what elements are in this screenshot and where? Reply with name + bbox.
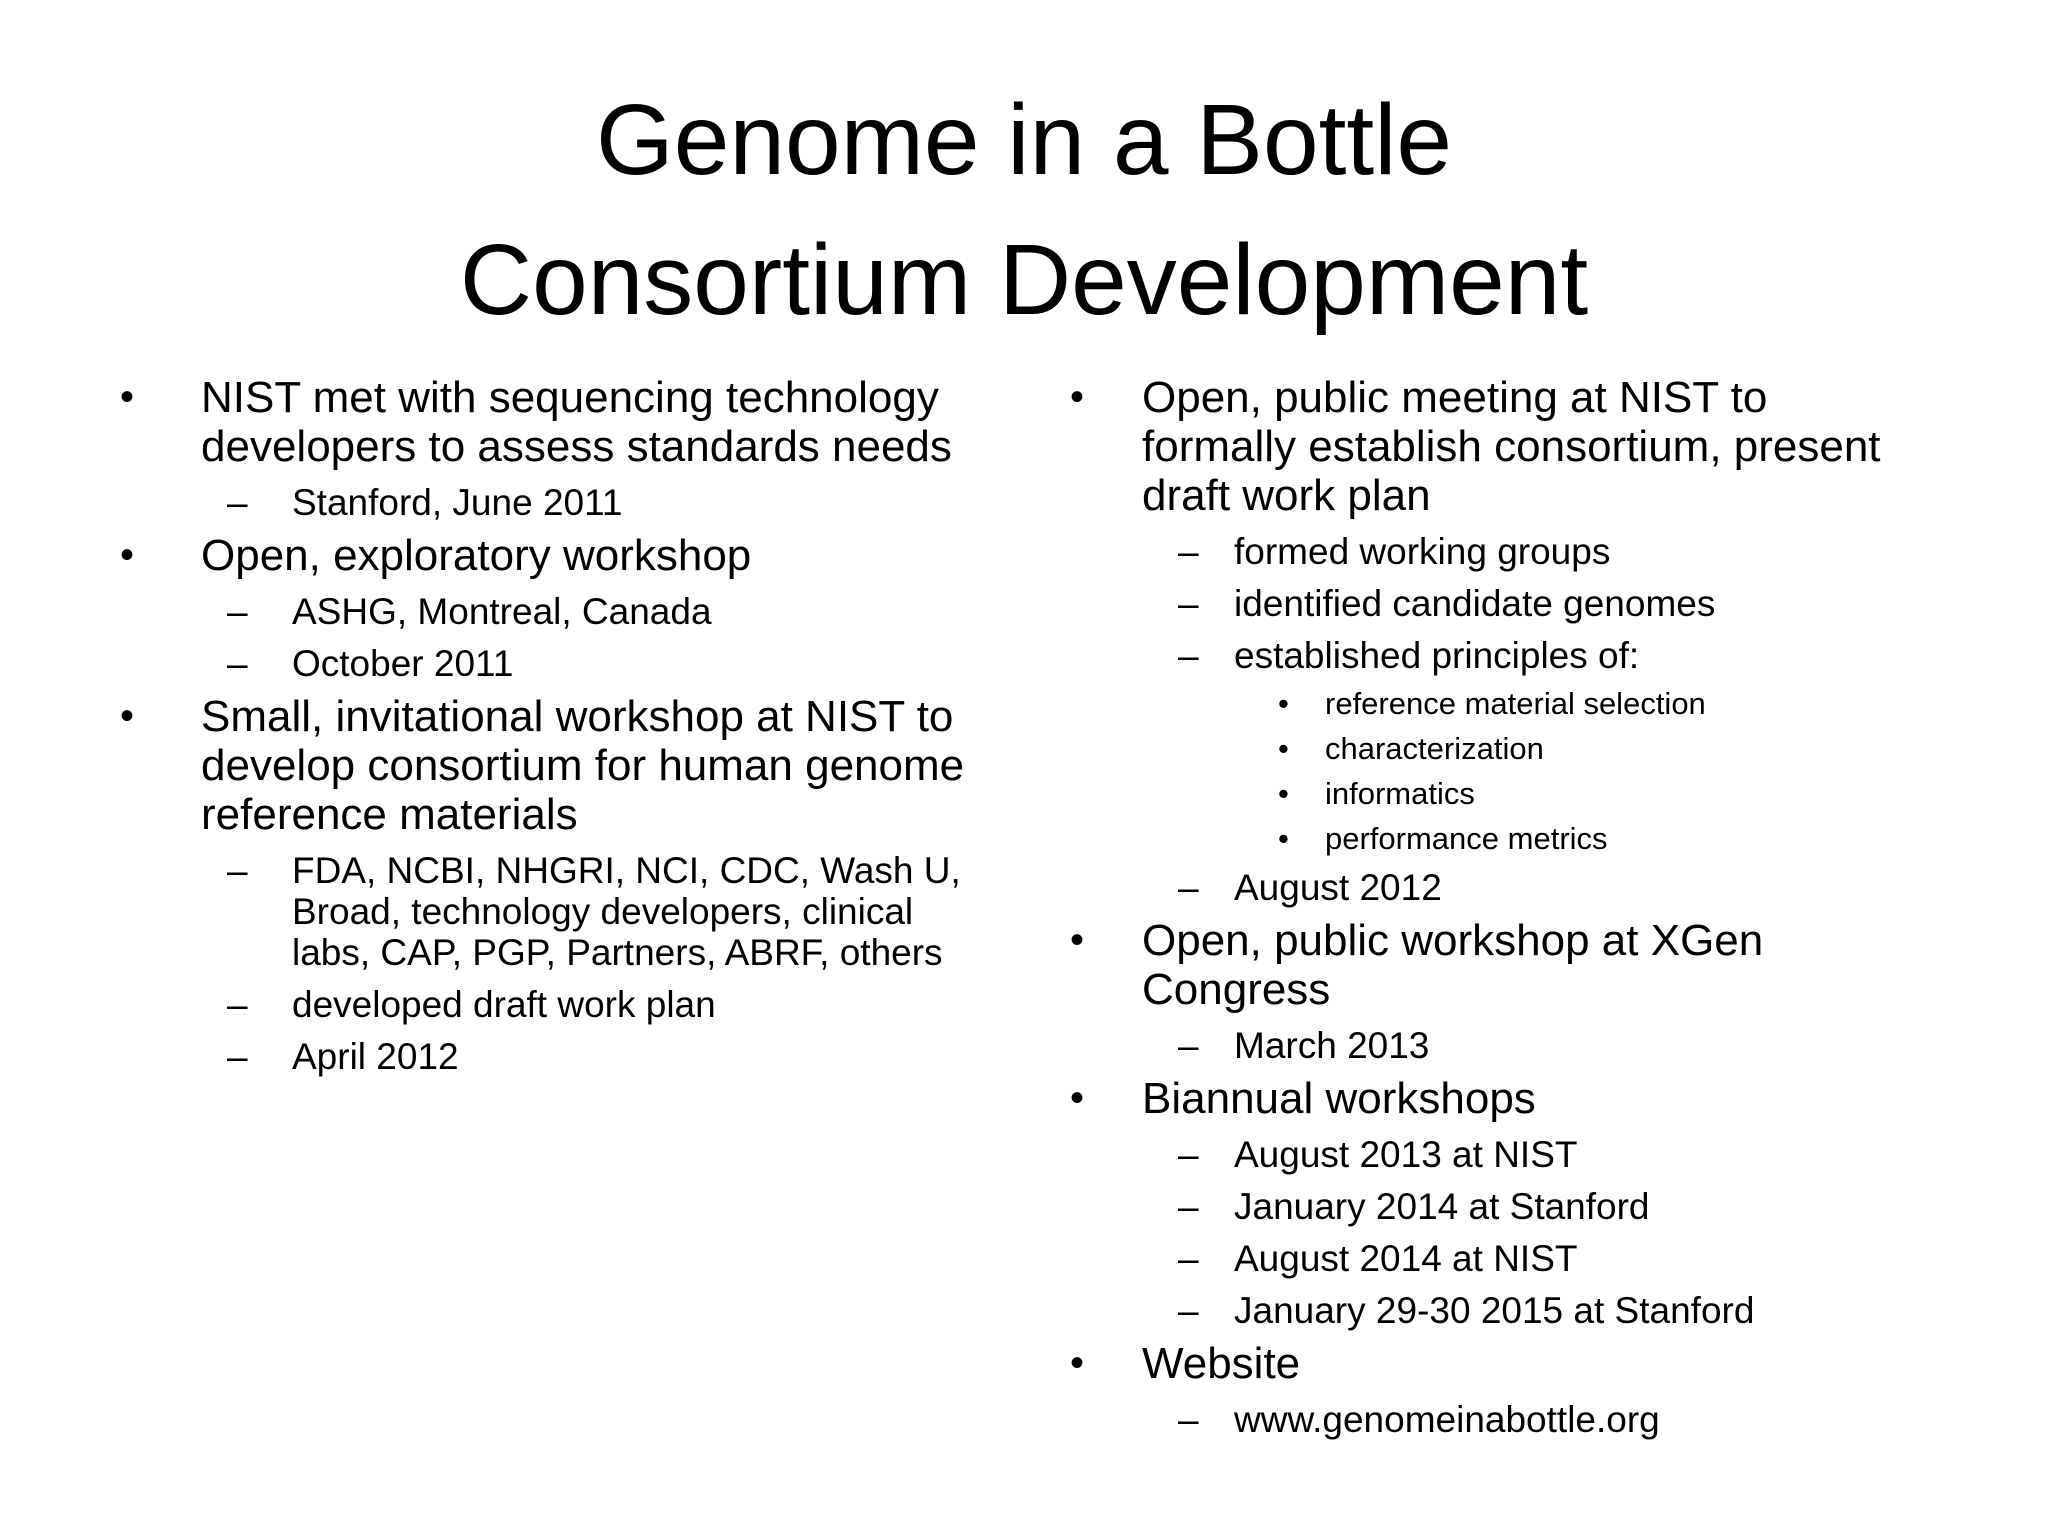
sub-item	[0, 591, 1060, 632]
sub-item-text: January 2014 at Stanford	[1234, 1186, 1650, 1227]
sub-item-text: established principles of:	[1234, 635, 1640, 676]
sub-item	[0, 482, 1060, 523]
sub-sub-item-text: informatics	[1325, 776, 1475, 811]
bullet-text: Small, invitational workshop at NIST to develop consortium for human genome reference materials	[201, 692, 965, 839]
bullet-item	[0, 531, 1060, 580]
bullet-icon: •	[1070, 1076, 1085, 1120]
sub-item-text: developed draft work plan	[292, 984, 716, 1025]
dash-icon: –	[1178, 583, 1199, 624]
bullet-text: Open, exploratory workshop	[201, 531, 752, 580]
dash-icon: –	[1178, 635, 1199, 676]
sub-item	[948, 1186, 2048, 1227]
bullet-icon: •	[1070, 375, 1085, 419]
sub-item	[948, 1399, 2048, 1440]
dash-icon: –	[1178, 1290, 1199, 1331]
sub-item	[948, 583, 2048, 624]
bullet-item	[948, 916, 1872, 1014]
dash-icon: –	[1178, 867, 1199, 908]
dash-icon: –	[1178, 1238, 1199, 1279]
bullet-icon: •	[120, 375, 135, 419]
bullet-item	[948, 1074, 2048, 1123]
dash-icon: –	[1178, 1399, 1199, 1440]
dash-icon: –	[227, 850, 248, 891]
bullet-text: Open, public meeting at NIST to formally establish consortium, present draft work plan	[1142, 373, 1881, 520]
right-column	[948, 365, 2048, 1440]
sub-sub-item-text: reference material selection	[1325, 686, 1706, 721]
bullet-icon: •	[1070, 918, 1085, 962]
bullet-item	[0, 373, 1001, 471]
sub-item-text: identified candidate genomes	[1234, 583, 1716, 624]
sub-item-text: ASHG, Montreal, Canada	[292, 591, 712, 632]
sub-sub-item-text: performance metrics	[1325, 821, 1608, 856]
bullet-icon: •	[120, 533, 135, 577]
sub-item	[948, 1134, 2048, 1175]
sub-item-text: August 2014 at NIST	[1234, 1238, 1578, 1279]
dash-icon: –	[227, 482, 248, 523]
dash-icon: –	[1178, 1186, 1199, 1227]
sub-item	[0, 984, 1060, 1025]
dash-icon: –	[227, 643, 248, 684]
slide-title	[0, 70, 2048, 350]
sub-sub-item	[948, 776, 2048, 811]
bullet-item	[948, 1339, 2048, 1388]
left-column	[0, 365, 1060, 1077]
bullet-icon: •	[1070, 1341, 1085, 1385]
sub-item	[0, 1036, 1060, 1077]
title-line-1: Genome in a Bottle	[595, 84, 1453, 196]
dash-icon: –	[1178, 1134, 1199, 1175]
dash-icon: –	[227, 1036, 248, 1077]
sub-item	[948, 1238, 2048, 1279]
sub-item	[948, 531, 2048, 572]
sub-sub-item-text: characterization	[1325, 731, 1544, 766]
dash-icon: –	[227, 984, 248, 1025]
sub-sub-item	[948, 821, 2048, 856]
sub-item	[948, 1025, 2048, 1066]
sub-item-text: August 2012	[1234, 867, 1442, 908]
sub-item	[0, 850, 972, 973]
bullet-icon: •	[1278, 686, 1289, 721]
sub-item-text: October 2011	[292, 643, 514, 684]
title-line-2: Consortium Development	[459, 224, 1589, 336]
sub-item-text: FDA, NCBI, NHGRI, NCI, CDC, Wash U, Broad, technology developers, clinical labs, CAP, PGP, Partners, ABRF, others	[292, 850, 961, 973]
bullet-item	[0, 692, 981, 839]
sub-item-text: formed working groups	[1234, 531, 1611, 572]
sub-sub-item	[948, 731, 2048, 766]
sub-item	[0, 643, 1060, 684]
bullet-text: Website	[1142, 1339, 1301, 1388]
sub-item-text: January 29-30 2015 at Stanford	[1234, 1290, 1755, 1331]
bullet-icon: •	[120, 694, 135, 738]
sub-item-text: August 2013 at NIST	[1234, 1134, 1578, 1175]
dash-icon: –	[227, 591, 248, 632]
bullet-text: Open, public workshop at XGen Congress	[1142, 916, 1764, 1014]
bullet-text: Biannual workshops	[1142, 1074, 1536, 1123]
sub-sub-item	[948, 686, 2048, 721]
dash-icon: –	[1178, 1025, 1199, 1066]
sub-item-text: April 2012	[292, 1036, 459, 1077]
sub-item	[948, 635, 2048, 676]
bullet-icon: •	[1278, 821, 1289, 856]
sub-item	[948, 1290, 2048, 1331]
bullet-text: NIST met with sequencing technology developers to assess standards needs	[201, 373, 952, 471]
sub-item	[948, 867, 2048, 908]
website-link[interactable]: www.genomeinabottle.org	[1234, 1399, 1660, 1440]
sub-item-text: Stanford, June 2011	[292, 482, 623, 523]
sub-item-text: March 2013	[1234, 1025, 1430, 1066]
bullet-item	[948, 373, 1892, 520]
dash-icon: –	[1178, 531, 1199, 572]
bullet-icon: •	[1278, 731, 1289, 766]
bullet-icon: •	[1278, 776, 1289, 811]
